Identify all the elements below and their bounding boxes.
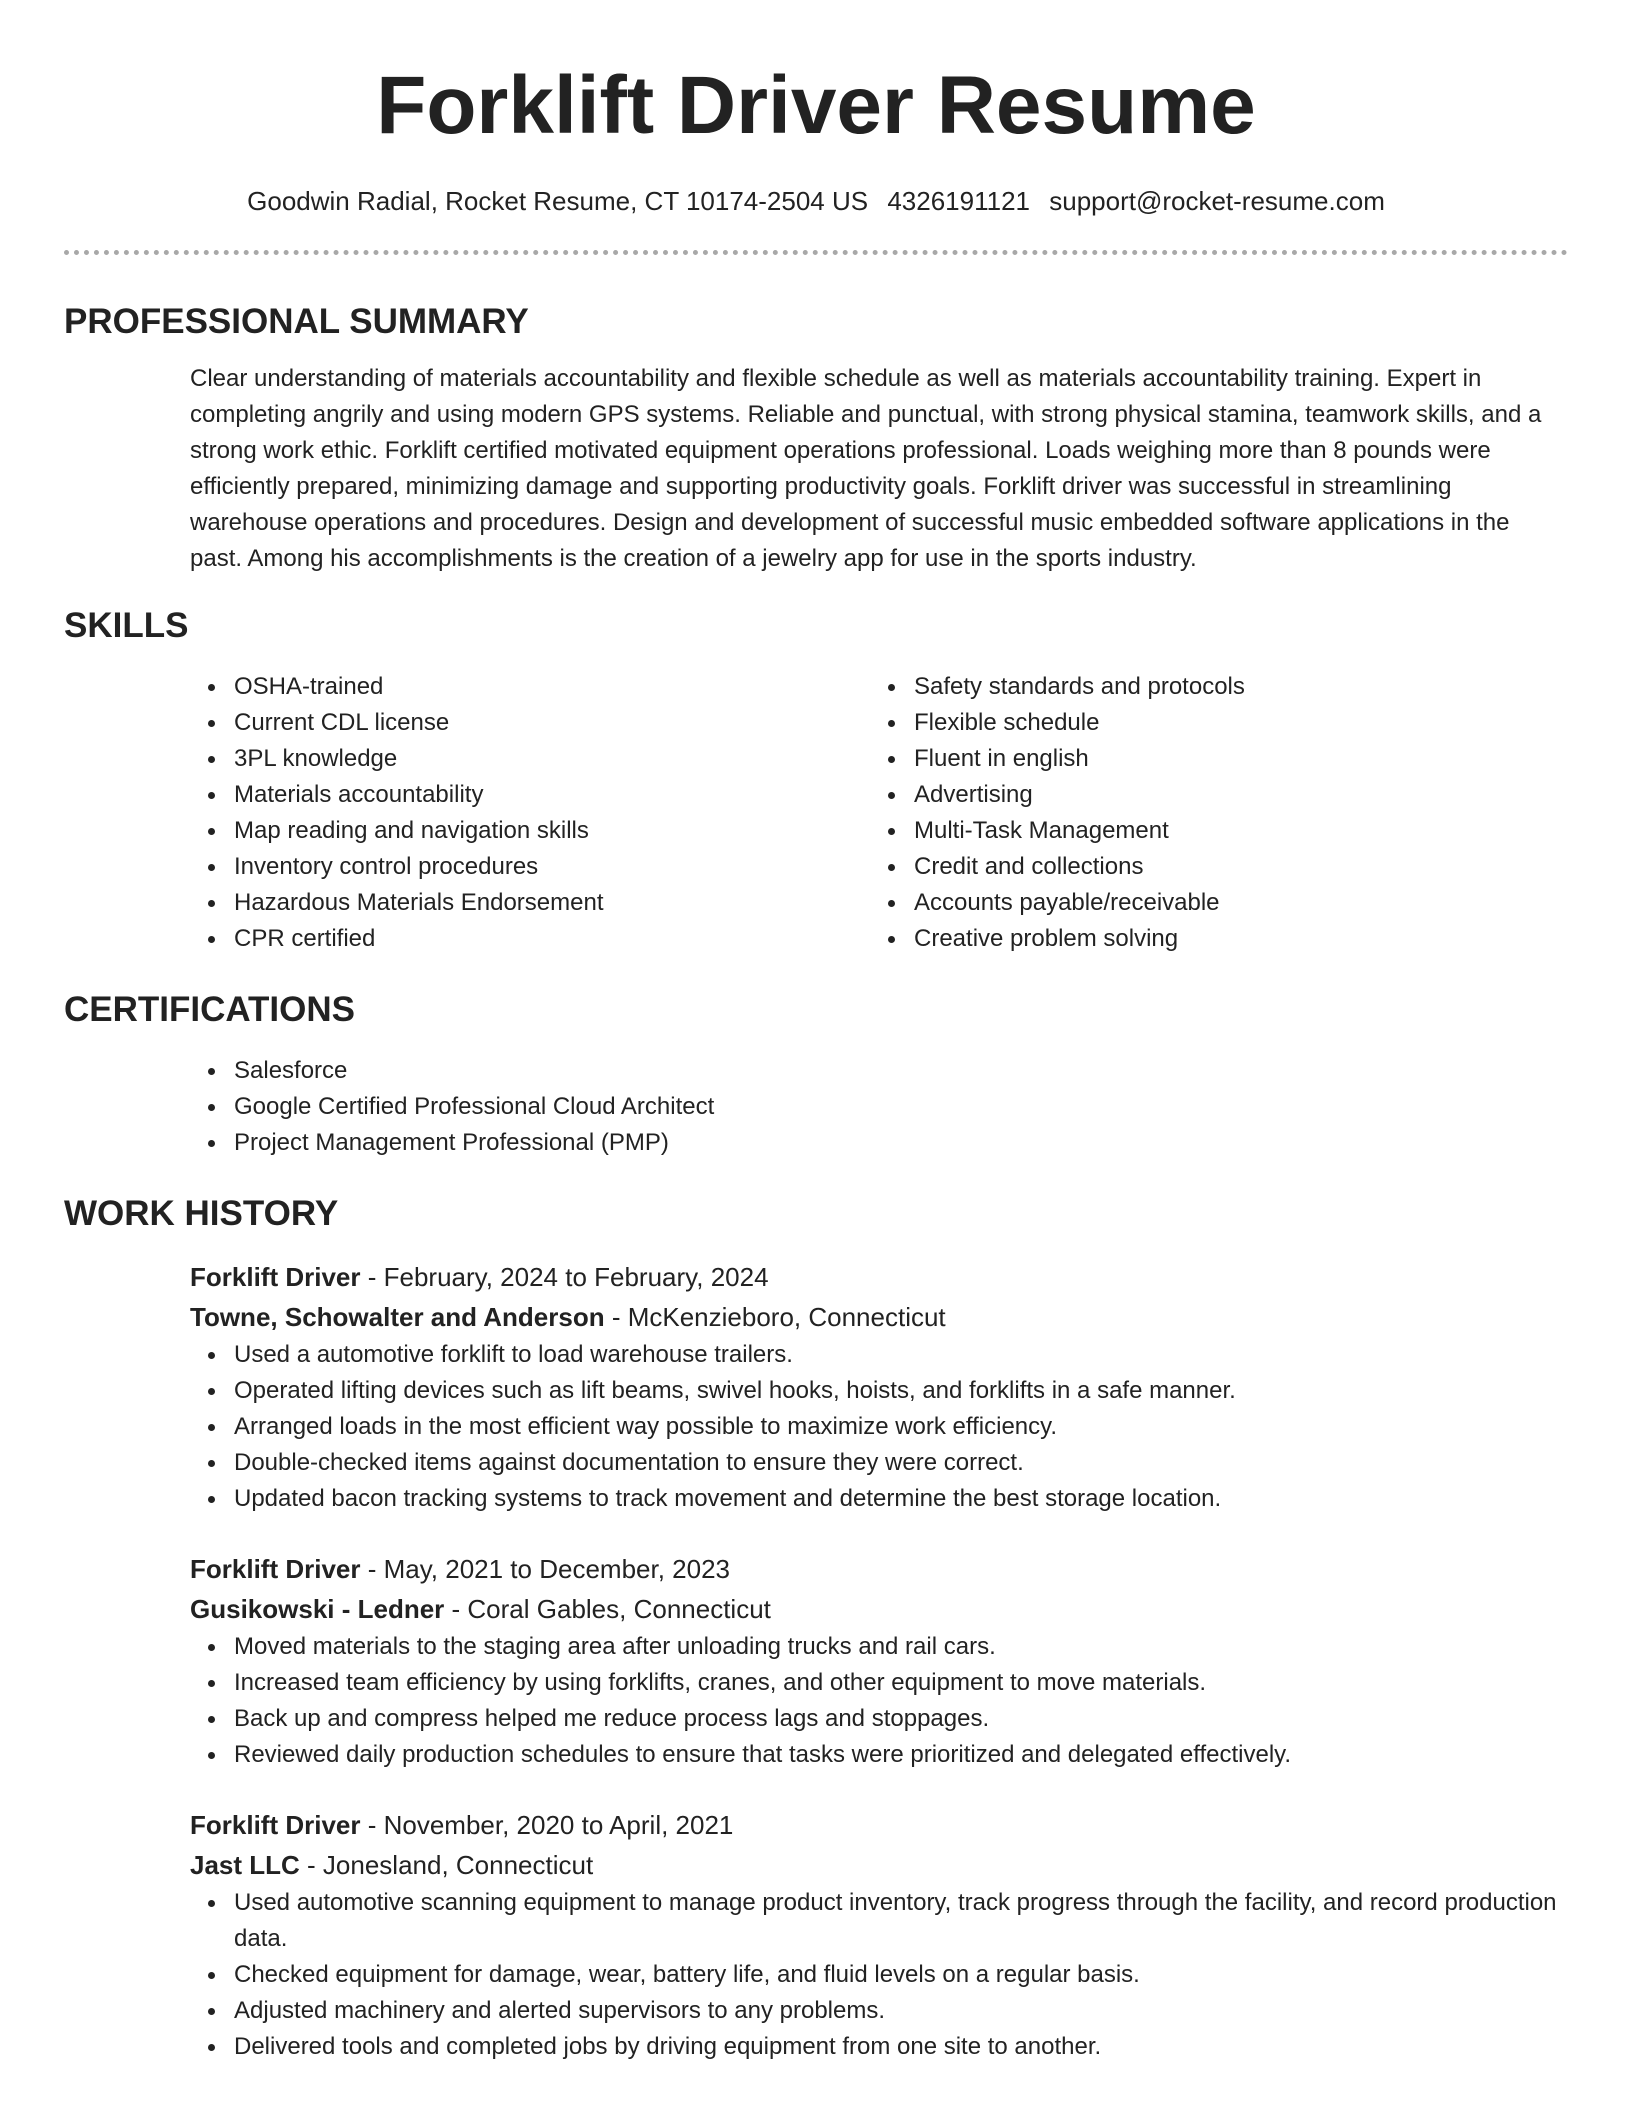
job-duty: Back up and compress helped me reduce process lags and stoppages. (234, 1701, 1568, 1737)
summary-section (64, 301, 1568, 577)
skill-item: Creative problem solving (914, 921, 1550, 957)
certification-item: Project Management Professional (PMP) (234, 1125, 1568, 1161)
summary-heading: PROFESSIONAL SUMMARY (64, 302, 529, 341)
work-history-heading: WORK HISTORY (64, 1194, 339, 1233)
job-duty: Used automotive scanning equipment to manage product inventory, track progress through the facility, and record production data. (234, 1885, 1568, 1957)
skills-column-left (190, 669, 870, 957)
job-dates: - May, 2021 to December, 2023 (360, 1554, 730, 1584)
skill-item: Map reading and navigation skills (234, 813, 870, 849)
work-history-section (64, 1193, 1568, 2065)
skill-item: Advertising (914, 777, 1550, 813)
job-dates: - February, 2024 to February, 2024 (360, 1262, 769, 1292)
skill-item: Hazardous Materials Endorsement (234, 885, 870, 921)
contact-line (64, 184, 1568, 218)
job-company-line (190, 1297, 1568, 1337)
job-title: Forklift Driver (190, 1810, 361, 1840)
skill-item: Safety standards and protocols (914, 669, 1550, 705)
job-company: Jast LLC (190, 1850, 300, 1880)
skill-item: Fluent in english (914, 741, 1550, 777)
job-entry (190, 1805, 1568, 2065)
skill-item: CPR certified (234, 921, 870, 957)
job-duty: Delivered tools and completed jobs by driving equipment from one site to another. (234, 2029, 1568, 2065)
job-title-line (190, 1805, 1568, 1845)
job-title-line (190, 1257, 1568, 1297)
job-title: Forklift Driver (190, 1262, 361, 1292)
job-duty: Reviewed daily production schedules to ensure that tasks were prioritized and delegated effectively. (234, 1737, 1568, 1773)
summary-text: Clear understanding of materials accountability and flexible schedule as well as materials accountability training. Expert in completing angrily and using modern GPS systems. Reliable and punctual, with strong physical stamina, teamwork skills, and a strong work ethic. Forklift certified motivated equipment operations professional. Loads weighing more than 8 pounds were efficiently prepared, minimizing damage and supporting productivity goals. Forklift driver was successful in streamlining warehouse operations and procedures. Design and development of successful music embedded software applications in the past. Among his accomplishments is the creation of a jewelry app for use in the sports industry. (190, 365, 1542, 572)
skills-list-right (870, 669, 1550, 957)
job-location: - McKenzieboro, Connecticut (604, 1302, 946, 1332)
skills-section (64, 605, 1568, 957)
job-duty: Adjusted machinery and alerted supervisors to any problems. (234, 1993, 1568, 2029)
skills-grid (190, 669, 1568, 957)
contact-phone: 4326191121 (887, 186, 1030, 216)
job-dates: - November, 2020 to April, 2021 (360, 1810, 734, 1840)
job-title: Forklift Driver (190, 1554, 361, 1584)
job-duties (190, 1337, 1568, 1517)
job-duty: Updated bacon tracking systems to track movement and determine the best storage location. (234, 1481, 1568, 1517)
job-duty: Double-checked items against documentation to ensure they were correct. (234, 1445, 1568, 1481)
job-company: Towne, Schowalter and Anderson (190, 1302, 605, 1332)
job-duty: Checked equipment for damage, wear, battery life, and fluid levels on a regular basis. (234, 1957, 1568, 1993)
contact-email: support@rocket-resume.com (1049, 186, 1385, 216)
skill-item: Accounts payable/receivable (914, 885, 1550, 921)
job-entry (190, 1257, 1568, 1517)
header-divider (64, 250, 1568, 255)
job-duty: Arranged loads in the most efficient way possible to maximize work efficiency. (234, 1409, 1568, 1445)
jobs-list (190, 1257, 1568, 2065)
job-duty: Increased team efficiency by using forklifts, cranes, and other equipment to move materials. (234, 1665, 1568, 1701)
job-company-line (190, 1845, 1568, 1885)
contact-address: Goodwin Radial, Rocket Resume, CT 10174-2504 US (247, 186, 869, 216)
certifications-list (190, 1053, 1568, 1161)
job-company: Gusikowski - Ledner (190, 1594, 445, 1624)
certification-item: Google Certified Professional Cloud Architect (234, 1089, 1568, 1125)
job-duties (190, 1629, 1568, 1773)
skill-item: Credit and collections (914, 849, 1550, 885)
skill-item: OSHA-trained (234, 669, 870, 705)
skills-list-left (190, 669, 870, 957)
certifications-body (190, 1053, 1568, 1161)
skill-item: Inventory control procedures (234, 849, 870, 885)
job-duty: Used a automotive forklift to load warehouse trailers. (234, 1337, 1568, 1373)
job-entry (190, 1549, 1568, 1773)
certifications-section (64, 989, 1568, 1161)
skill-item: Flexible schedule (914, 705, 1550, 741)
job-duties (190, 1885, 1568, 2065)
certifications-heading: CERTIFICATIONS (64, 990, 356, 1029)
job-location: - Jonesland, Connecticut (299, 1850, 594, 1880)
certification-item: Salesforce (234, 1053, 1568, 1089)
skill-item: Current CDL license (234, 705, 870, 741)
skill-item: Materials accountability (234, 777, 870, 813)
skills-heading: SKILLS (64, 606, 189, 645)
skill-item: Multi-Task Management (914, 813, 1550, 849)
job-title-line (190, 1549, 1568, 1589)
job-location: - Coral Gables, Connecticut (444, 1594, 771, 1624)
job-duty: Operated lifting devices such as lift beams, swivel hooks, hoists, and forklifts in a safe manner. (234, 1373, 1568, 1409)
resume-title: Forklift Driver Resume (376, 60, 1256, 151)
job-company-line (190, 1589, 1568, 1629)
job-duty: Moved materials to the staging area after unloading trucks and rail cars. (234, 1629, 1568, 1665)
skill-item: 3PL knowledge (234, 741, 870, 777)
skills-column-right (870, 669, 1550, 957)
